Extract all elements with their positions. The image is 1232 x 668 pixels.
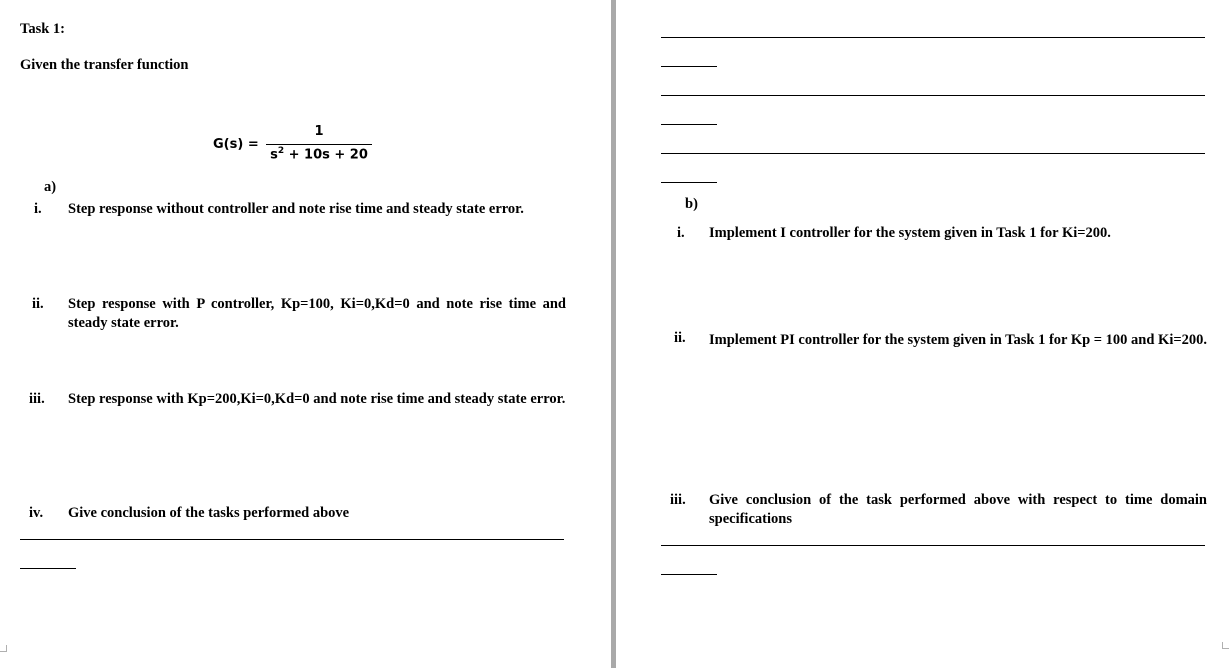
denominator-exponent: 2 <box>277 146 285 156</box>
item-text: Step response with P controller, Kp=100, Ki=0,Kd=0 and note rise time and steady state error. <box>68 296 566 331</box>
answer-line <box>20 539 564 540</box>
item-text: Step response without controller and note rise time and steady state error. <box>68 201 524 217</box>
intro-text: Given the transfer function <box>20 57 189 73</box>
item-text: Give conclusion of the tasks performed above <box>68 505 350 521</box>
item-number: iii. <box>29 391 45 407</box>
part-b-label: b) <box>685 196 698 212</box>
answer-line-short <box>661 574 717 575</box>
equation-denominator <box>266 146 372 162</box>
page-corner-mark <box>1222 642 1229 649</box>
fraction-bar <box>266 144 372 145</box>
answer-line <box>661 95 1205 96</box>
answer-line <box>661 37 1205 38</box>
right-page <box>616 0 1232 668</box>
answer-line <box>661 153 1205 154</box>
answer-line <box>661 545 1205 546</box>
denominator-rest: + 10s + 20 <box>284 147 368 163</box>
answer-line-short <box>20 568 76 569</box>
item-text: Implement PI controller for the system given in Task 1 for Kp = 100 and Ki=200. <box>709 332 1207 348</box>
item-text: Implement I controller for the system given in Task 1 for Ki=200. <box>709 225 1111 241</box>
task-title: Task 1: <box>20 21 66 37</box>
item-number: i. <box>677 225 685 241</box>
item-number: ii. <box>32 296 44 312</box>
part-a-label: a) <box>44 179 57 195</box>
item-text: Step response with Kp=200,Ki=0,Kd=0 and note rise time and steady state error. <box>68 391 566 407</box>
answer-line-short <box>661 124 717 125</box>
left-page <box>0 0 611 668</box>
equation-numerator: 1 <box>314 124 324 139</box>
item-number: i. <box>34 201 42 217</box>
item-number: ii. <box>674 330 686 346</box>
item-number: iii. <box>670 492 686 508</box>
answer-line-short <box>661 66 717 67</box>
item-text: Give conclusion of the task performed above with respect to time domain specifications <box>709 492 1207 527</box>
denominator-base: s <box>270 147 278 163</box>
page-corner-mark <box>0 645 7 652</box>
item-number: iv. <box>29 505 44 521</box>
equation-lhs: G(s) = <box>213 137 259 152</box>
answer-line-short <box>661 182 717 183</box>
